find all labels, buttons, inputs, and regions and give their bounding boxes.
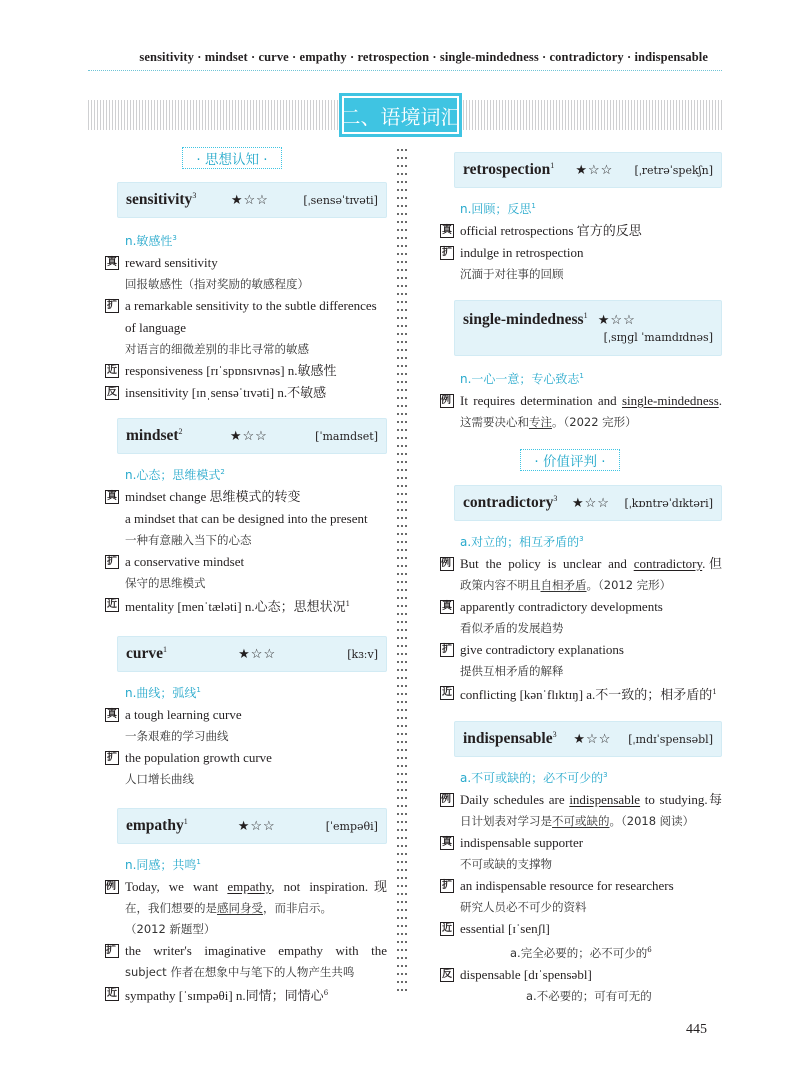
entry-mindset [117, 418, 387, 454]
star-rating: ★☆☆ [230, 192, 269, 208]
tag-icon: 真 [442, 837, 452, 848]
star-rating: ★☆☆ [571, 495, 610, 511]
headword-box [454, 300, 722, 356]
phonetic: [ˌsensəˈtɪvəti] [303, 193, 378, 207]
headword: retrospection$^1$ [463, 160, 555, 179]
entry-indispensable [454, 721, 722, 757]
tag-icon: 近 [442, 687, 452, 698]
tag-icon: 扩 [442, 247, 452, 258]
tag-icon: 扩 [442, 644, 452, 655]
entry-empathy [117, 808, 387, 844]
tag-icon: 例 [440, 394, 454, 408]
entry-curve [117, 636, 387, 672]
entry-single-mindedness [454, 300, 722, 356]
indispensable-body: a.不可或缺的；必不可少的$^3$ 例 Daily schedules are indispensable to studying.每 日计划表对学习是不可或缺的。（2018 阅读） 真 indispensable supporter 不可或缺的支撑物 扩 an indispensable resource for researchers 研究人员必不可少的资料 近 essential [ɪˈsenʃl] a.完全必要的；必不可少的$^6$ 反 dispensable [dɪˈspensəbl] a.不必要的；可有可无的 [441, 771, 722, 1003]
header-rule [88, 70, 722, 71]
headword-box [117, 418, 387, 454]
star-rating: ★☆☆ [237, 818, 276, 834]
tag-icon: 真 [107, 257, 117, 268]
tag-icon: 扩 [107, 752, 117, 763]
tag-icon: 反 [107, 387, 117, 398]
page-number: 445 [686, 1022, 707, 1037]
tag-icon: 扩 [105, 944, 119, 958]
star-rating: ★☆☆ [238, 646, 277, 662]
tag-icon: 真 [107, 491, 117, 502]
star-rating: ★☆☆ [229, 428, 268, 444]
tag-icon: 例 [440, 557, 454, 571]
headword-box [454, 721, 722, 757]
star-rating: ★☆☆ [573, 731, 612, 747]
tag-icon: 近 [107, 599, 117, 610]
single-mindedness-body: n.一心一意；专心致志$^1$ 例 It requires determination and single-mindedness. 这需要决心和专注。（2022 完形） [441, 372, 722, 429]
category-label: · 思想认知 · [182, 147, 282, 169]
entry-sensitivity [117, 182, 387, 218]
headword: empathy$^1$ [126, 816, 188, 835]
tag-icon: 近 [107, 365, 117, 376]
star-rating: ★☆☆ [575, 162, 614, 178]
section-title: 二、语境词汇 [342, 96, 459, 134]
tag-icon: 例 [105, 880, 119, 894]
category-label: · 价值评判 · [520, 449, 620, 471]
headword-box [454, 485, 722, 521]
tag-icon: 真 [442, 225, 452, 236]
section-band-left [88, 100, 338, 130]
headword-box [117, 636, 387, 672]
tag-icon: 真 [442, 601, 452, 612]
curve-body: n.曲线；弧线$^1$ 真 a tough learning curve 一条艰难的学习曲线 扩 the population growth curve 人口增长曲线 [107, 686, 272, 786]
headword: sensitivity$^3$ [126, 190, 197, 209]
tag-icon: 近 [442, 923, 452, 934]
phonetic: [ˌsɪŋɡl ˈmaɪndɪdnəs] [603, 331, 713, 344]
star-rating: ★☆☆ [597, 313, 636, 328]
headword: curve$^1$ [126, 644, 168, 663]
sensitivity-body: n.敏感性$^3$ 真 reward sensitivity 回报敏感性（指对奖励的敏感程度） 扩 a remarkable sensitivity to the subtle differences of language 对语言的细微差别的非比寻常的敏感 近 responsiveness [rɪˈspɒnsɪvnəs] n.敏感性 反 insensitivity [ɪnˌsensəˈtɪvəti] n.不敏感 [107, 234, 377, 400]
phonetic: [kɜːv] [347, 647, 378, 661]
running-header: sensitivity · mindset · curve · empathy · retrospection · single-mindedness · contradictory · indispensable [139, 50, 708, 64]
tag-icon: 扩 [107, 300, 117, 311]
phonetic: [ˈmaɪndset] [315, 429, 378, 443]
phonetic: [ˌkɒntrəˈdɪktəri] [624, 496, 713, 510]
headword: indispensable$^3$ [463, 729, 557, 748]
phonetic: [ˌretrəˈspekʃn] [634, 163, 713, 177]
entry-retrospection [454, 152, 722, 188]
retrospection-body: n.回顾；反思$^1$ 真 official retrospections 官方的反思 扩 indulge in retrospection 沉湎于对往事的回顾 [442, 202, 642, 281]
part-of-speech: n.敏感性$^3$ [125, 234, 177, 248]
tag-icon: 扩 [107, 556, 117, 567]
headword: single-mindedness$^1$ [463, 310, 588, 328]
entry-contradictory [454, 485, 722, 521]
empathy-body: n.同感；共鸣$^1$ 例 Today, we want empathy, not inspiration.现 在，我们想要的是感同身受，而非启示。 （2012 新题型） 扩 the writer's imaginative empathy with the subject 作者在想象中与笔下的人物产生共鸣 近 sympathy [ˈsɪmpəθi] n.同情；同情心$^6$ [106, 858, 387, 1003]
tag-icon: 反 [442, 969, 452, 980]
headword: mindset$^2$ [126, 426, 183, 445]
phonetic: [ˌɪndɪˈspensəbl] [628, 732, 713, 746]
tag-icon: 近 [107, 988, 117, 999]
tag-icon: 真 [107, 709, 117, 720]
tag-icon: 扩 [442, 880, 452, 891]
headword: contradictory$^3$ [463, 493, 558, 512]
headword-box [117, 808, 387, 844]
phonetic: [ˈempəθi] [325, 819, 378, 833]
headword-box [454, 152, 722, 188]
tag-icon: 例 [440, 793, 454, 807]
mindset-body: n.心态；思维模式$^2$ 真 mindset change 思维模式的转变 a mindset that can be designed into the present 一种有意融入当下的心态 扩 a conservative mindset 保守的思维模式 近 mentality [menˈtæləti] n.心态；思想状况$^1$ [107, 468, 368, 614]
column-divider [397, 146, 407, 996]
headword-box [117, 182, 387, 218]
contradictory-body: a.对立的；相互矛盾的$^3$ 例 But the policy is unclear and contradictory.但 政策内容不明且自相矛盾。（2012 完形） 真 apparently contradictory developments 看似矛盾的发展趋势 扩 give contradictory explanations 提供互相矛盾的解释 近 conflicting [kənˈflɪktɪŋ] a.不一致的；相矛盾的$^1$ [441, 535, 722, 702]
section-band-right [463, 100, 722, 130]
